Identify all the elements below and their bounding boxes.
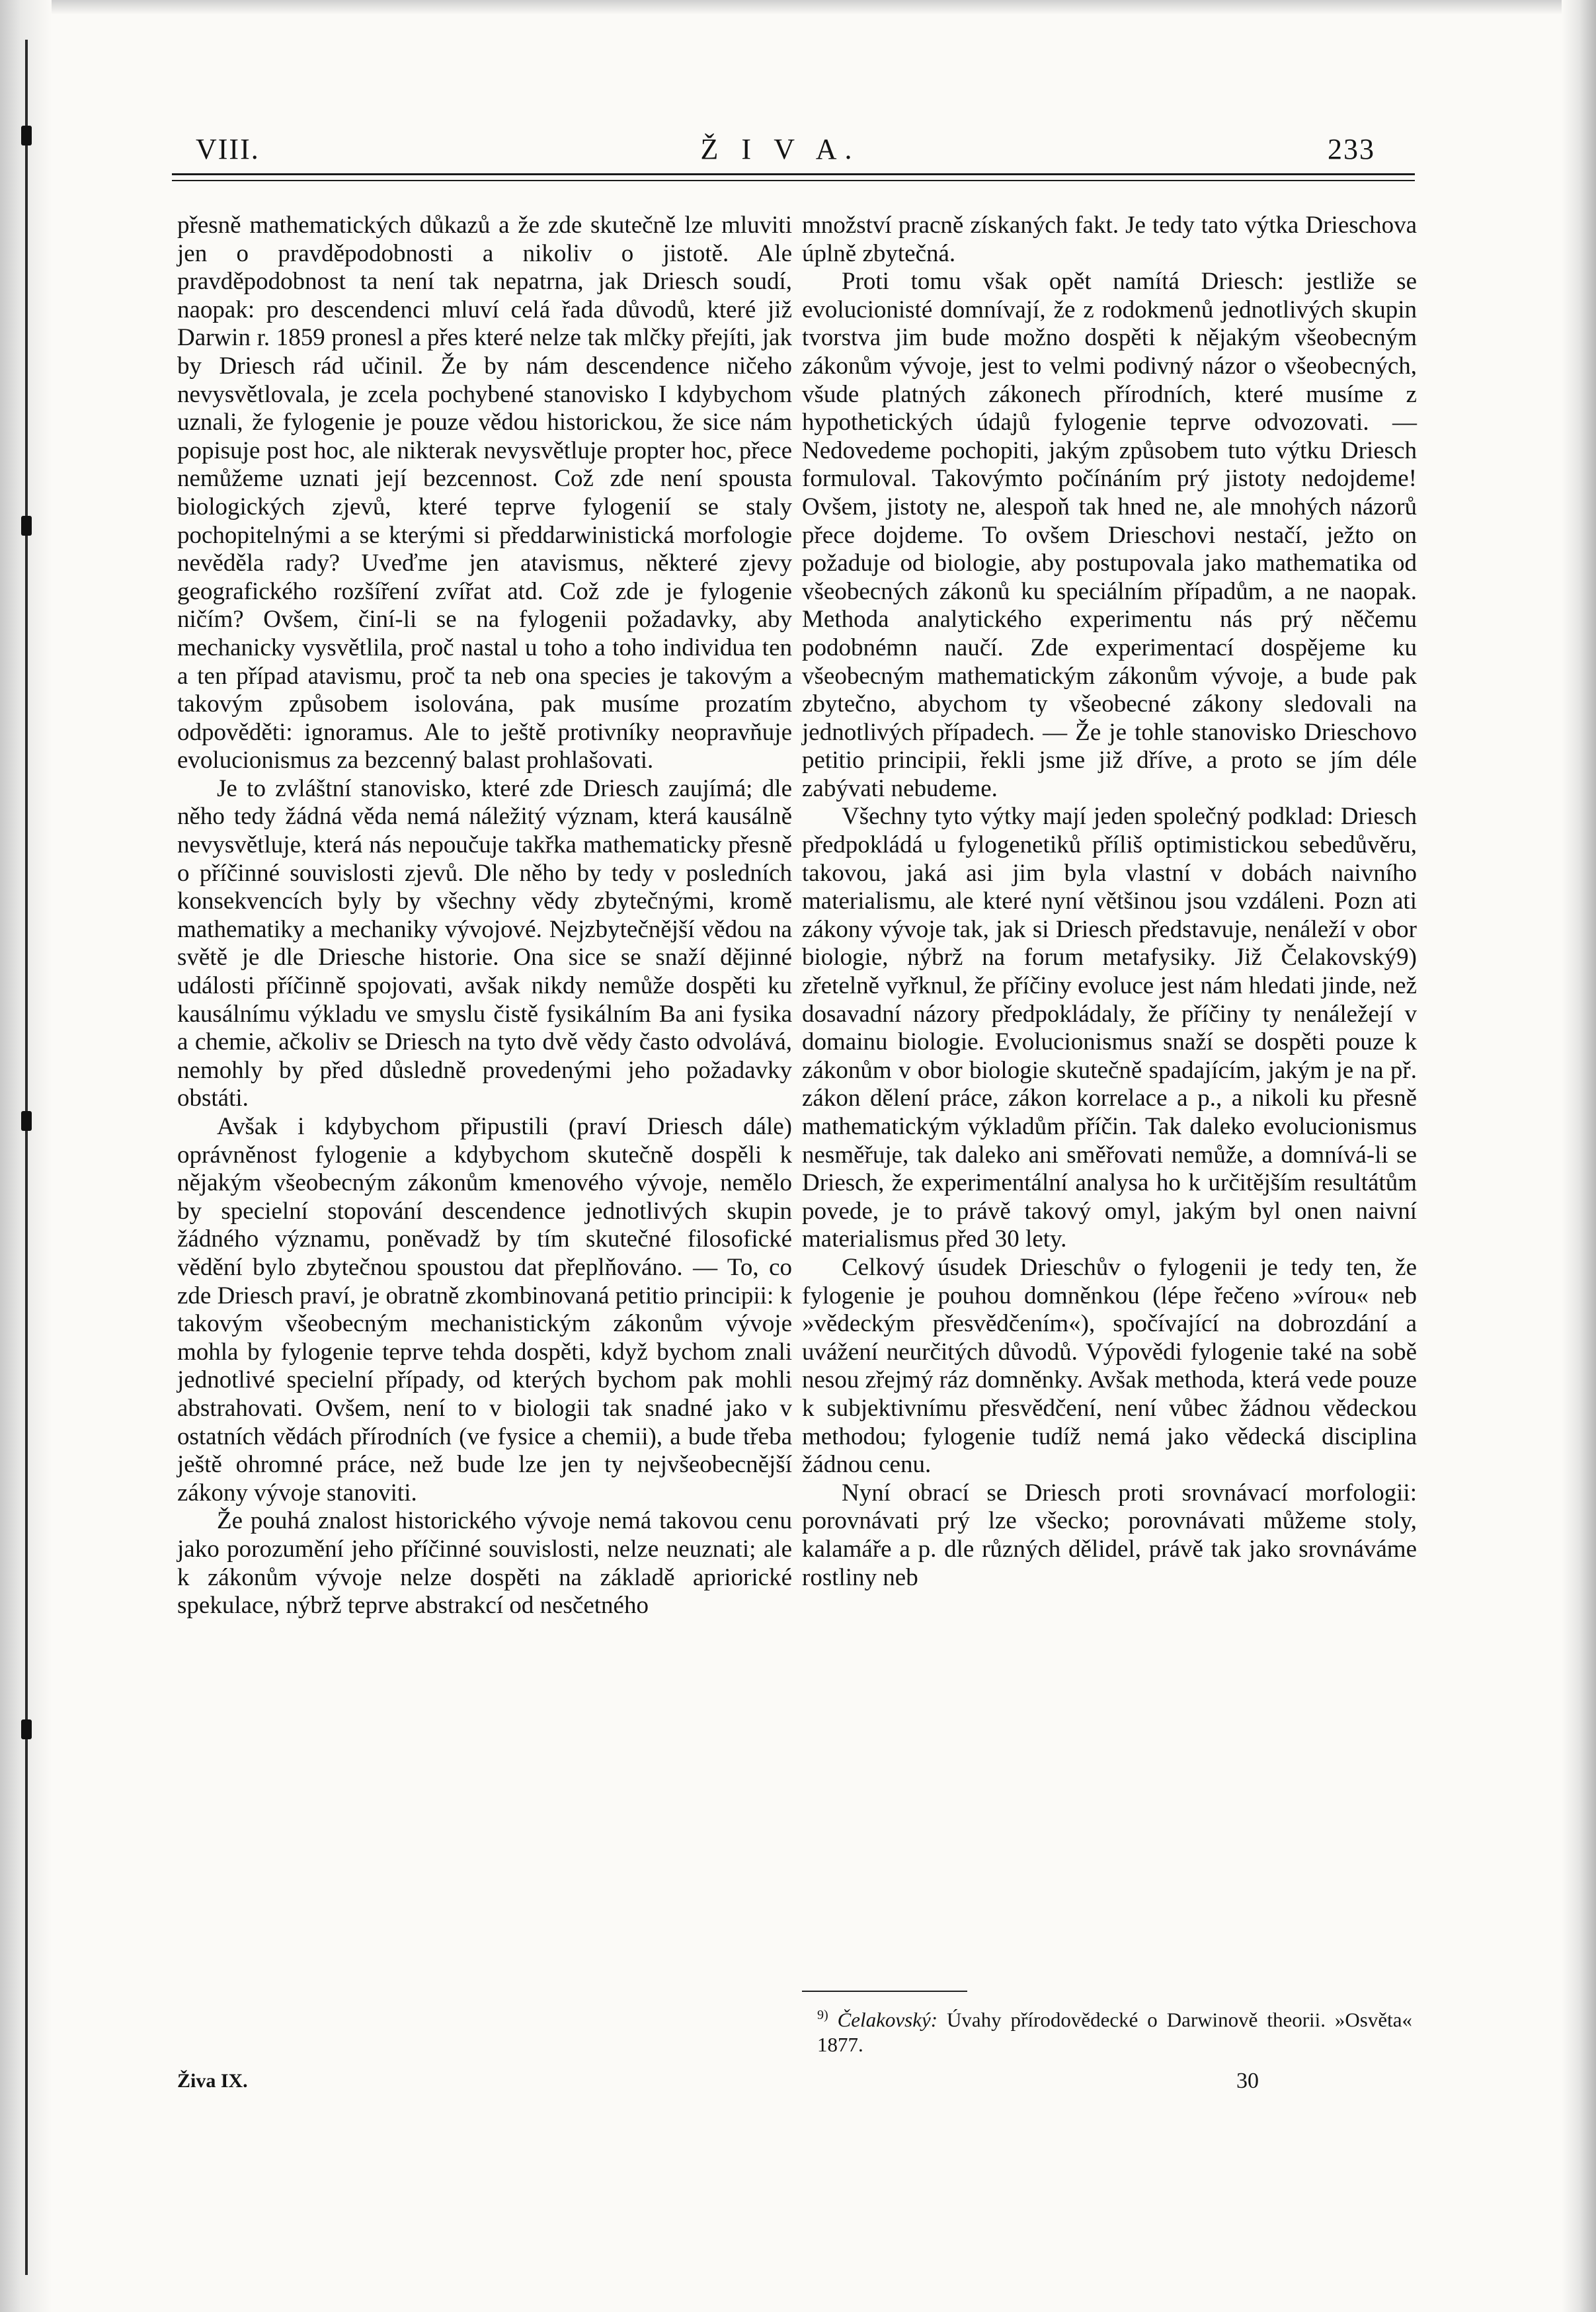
running-header <box>185 132 1375 172</box>
header-rule-bottom <box>172 180 1415 181</box>
paragraph: množství pracně získaných fakt. Je tedy tato výtka Drieschova úplně zbytečná. <box>802 212 1417 267</box>
journal-title: Ž I V A. <box>700 133 860 165</box>
footnote-rule <box>802 1991 967 1992</box>
paragraph: Všechny tyto výtky mají jeden společný podklad: Driesch předpokládá u fylogenetiků příliš optimistickou sebedůvěru, takovou, jaká asi jim byla vlastní v dobách naivního materialismu, ale které nyní většinou jsou vzdáleni. Pozn ati zákony vývoje tak, jak si Driesch představuje, nenáleží v obor biologie, nýbrž na forum metafysiky. Již Čelakovský9) zřetelně vyřknul, že příčiny evoluce jest nám hledati jinde, než dosavadní názory předpokládaly, že příčiny ty nenáležejí v domainu biologie. Evolucionismus snaží se dospěti pouze k zákonům v obor biologie skutečně spadajícím, jakým je na př. zákon dělení práce, zákon korrelace a p., a nikoli ku přesně mathematickým výkladům příčin. Tak daleko evolucionismus nesměřuje, tak daleko ani směřovati nemůže, a domnívá-li se Driesch, že experimentální analysa ho k určitějším resultátům povede, je to právě takový omyl, jakým byl onen naivní materialismus před 30 lety. <box>802 803 1417 1253</box>
binding-line <box>25 40 28 2275</box>
sheet-number: 30 <box>1236 2069 1259 2093</box>
paragraph: Proti tomu však opět namítá Driesch: jestliže se evolucionisté domnívají, že z rodokmenů jednotlivých skupin tvorstva jim bude možno dospěti k nějakým všeobecným zákonům vývoje, jest to velmi podivný názor o všeobecných, všude platných zákonech přírodních, které musíme z hypothetických údajů fylogenie teprve odvozovati. — Nedovedeme pochopiti, jakým způsobem tuto výtku Driesch formuloval. Takovýmto počínáním prý jistoty nedojdeme! Ovšem, jistoty ne, alespoň tak hned ne, ale mnohých názorů přece dojdeme. To ovšem Drieschovi nestačí, ježto on požaduje od biologie, aby postupovala jako mathematika od všeobecných zákonů ku speciálním případům, a ne naopak. Methoda analytického experimentu nás prý něčemu podobnémn naučí. Zde experimentací dospějeme ku všeobecným mathematickým zákonům vývoje, a bude pak zbytečno, abychom ty všeobecné zákony sledovali na jednotlivých případech. — Že je tohle stanovisko Drieschovo petitio principii, řekli jsme již dříve, a proto se jím déle zabývati nebudeme. <box>802 268 1417 802</box>
paragraph: Je to zvláštní stanovisko, které zde Driesch zaujímá; dle něho tedy žádná věda nemá náležitý význam, která kausálně nevysvětluje, která nás nepoučuje takřka mathematicky přesně o příčinné souvislosti zjevů. Dle něho by tedy v posledních konsekvencích byly by všechny vědy zbytečnými, kromě mathematiky a mechaniky vývojové. Nejzbytečnější vědou na světě je dle Driesche historie. Ona sice se snaží dějinné události příčinně spojovati, avšak nikdy nemůže dospěti ku kausálnímu výkladu ve smyslu čistě fysikálním Ba ani fysika a chemie, ačkoliv se Driesch na tyto dvě vědy často odvolává, nemohly by před důsledně provedenými jeho požadavky obstáti. <box>177 774 792 1112</box>
signature-mark: Živa IX. <box>177 2070 248 2092</box>
footnote-author: Čelakovský: <box>837 2008 938 2032</box>
scan-top-edge <box>0 0 1596 15</box>
paragraph: Avšak i kdybychom připustili (praví Driesch dále) oprávněnost fylogenie a kdybychom skutečně dospěli k nějakým všeobecným zákonům kmenového vývoje, nemělo by specielní stopování descendence jednotlivých skupin žádného významu, poněvadž by tím skutečné filosofické vědění bylo zbytečnou spoustou dat přeplňováno. — To, co zde Driesch praví, je obratně zkombinovaná petitio principii: k takovým všeobecným mechanistickým zákonům vývoje mohla by fylogenie teprve tehda dospěti, když bychom znali jednotlivé specielní případy, od kterých bychom pak mohli abstrahovati. Ovšem, není to v biologii tak snadné jako v ostatních vědách přírodních (ve fysice a chemii), a bude třeba ještě ohromné práce, než bude lze jen ty nejvšeobecnější zákony vývoje stanoviti. <box>177 1113 792 1507</box>
paragraph: Nyní obrací se Driesch proti srovnávací morfologii: porovnávati prý lze všecko; porovnávati můžeme stoly, kalamáře a p. dle různých dělidel, právě tak jako srovnáváme rostliny neb <box>802 1479 1417 1591</box>
volume-number: VIII. <box>196 133 260 165</box>
right-column <box>802 212 1417 1592</box>
paragraph: Celkový úsudek Drieschův o fylogenii je tedy ten, že fylogenie je pouhou domněnkou (lépe řečeno »vírou« neb »vědeckým přesvědčením«), spočívající na dobrozdání a uvážení neurčitých důvodů. Výpovědi fylogenie také na sobě nesou zřejmý ráz domněnky. Avšak methoda, která vede pouze k subjektivnímu přesvědčení, není vůbec žádnou vědeckou methodou; fylogenie tudíž nemá jako vědecká disciplina žádnou cenu. <box>802 1253 1417 1479</box>
binding-mark <box>21 1719 32 1739</box>
binding-mark <box>21 1111 32 1131</box>
binding-mark <box>21 126 32 145</box>
footnote-marker: 9) <box>817 2008 828 2022</box>
page-number: 233 <box>1328 133 1375 165</box>
footnote <box>817 2002 1412 2057</box>
footnote-text: Úvahy přírodovědecké o Darwinově theorii. »Osvěta« 1877. <box>817 2008 1413 2057</box>
left-column <box>177 212 792 1620</box>
scan-right-edge <box>1562 0 1596 2312</box>
paragraph: Že pouhá znalost historického vývoje nemá takovou cenu jako porozumění jeho příčinné souvislosti, nelze neuznati; ale k zákonům vývoje nelze dospěti na základě apriorické spekulace, nýbrž teprve abstrakcí od nesčetného <box>177 1507 792 1620</box>
binding-mark <box>21 516 32 536</box>
paragraph: přesně mathematických důkazů a že zde skutečně lze mluviti jen o pravděpodobnosti a nikoliv o jistotě. Ale pravděpodobnost ta není tak nepatrna, jak Driesch soudí, naopak: pro descendenci mluví celá řada důvodů, které již Darwin r. 1859 pronesl a přes které nelze tak mlčky přejíti, jak by Driesch rád učinil. Že by nám descendence ničeho nevysvětlovala, je zcela pochybené stanovisko I kdybychom uznali, že fylogenie je pouze vědou historickou, že sice nám popisuje post hoc, ale nikterak nevysvětluje propter hoc, přece nemůžeme uznati její bezcennost. Což zde není spousta biologických zjevů, které teprve fylogenií se staly pochopitelnými a se kterými si předdarwinistická morfologie nevěděla rady? Uveďme jen atavismus, některé zjevy geografického rozšíření zvířat atd. Což zde je fylogenie ničím? Ovšem, činí-li se na fylogenii požadavky, aby mechanicky vysvětlila, proč nastal u toho a toho individua ten a ten případ atavismu, proč ta neb ona species je takovým a takovým způsobem isolována, pak musíme prozatím odpověděti: ignoramus. Ale to ještě protivníky neopravňuje evolucionismus za bezcenný balast prohlašovati. <box>177 212 792 774</box>
header-rule-top <box>172 173 1415 175</box>
